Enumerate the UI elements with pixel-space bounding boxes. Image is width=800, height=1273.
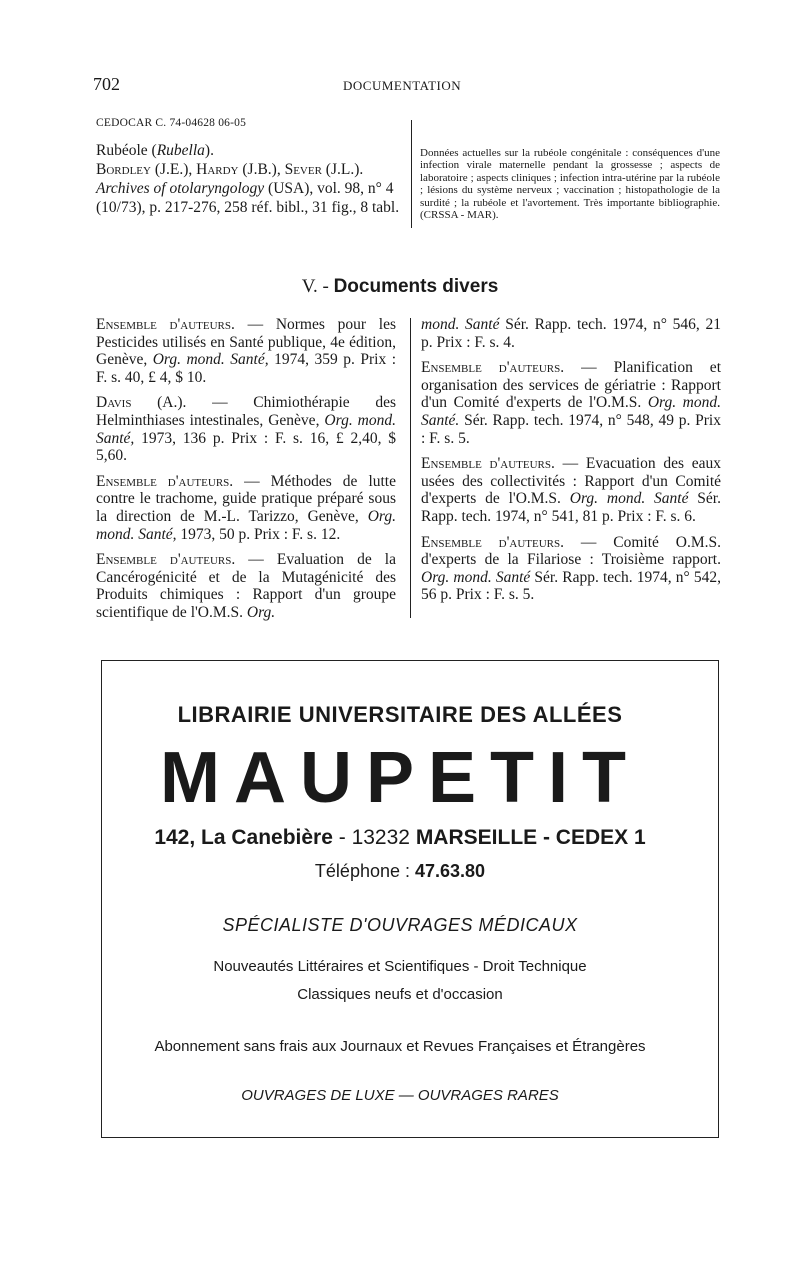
ad-novelties: Nouveautés Littéraires et Scientifiques - Droit Technique [213,958,587,975]
bibliography-entry: Ensemble d'auteurs. — Evacuation des eaux usées des collectivités : Rapport d'un Comité d'experts de l'O.M.S. Org. mond. Santé Sér. Rapp. tech. 1974, n° 541, 81 p. Prix : F. s. 6. [421,455,721,525]
right-column [421,316,721,612]
bibliography-entry: Ensemble d'auteurs. — Evaluation de la Cancérogénicité et de la Mutagénicité des Produits chimiques : Rapport d'un groupe scientifique de l'O.M.S. Org. [96,551,396,621]
page-number: 702 [93,74,120,94]
left-column [96,316,396,630]
bibliography-entry: Ensemble d'auteurs. — Planification et organisation des services de gériatrie : Rapport d'un Comité d'experts de l'O.M.S. Org. mond. Santé. Sér. Rapp. tech. 1974, n° 548, 49 p. Prix : F. s. 5. [421,359,721,447]
ad-classics: Classiques neufs et d'occasion [297,986,503,1003]
entry-title: Rubéole (Rubella). [96,142,214,159]
ad-address: 142, La Canebière - 13232 MARSEILLE - CEDEX 1 [154,826,646,849]
ad-phone: Téléphone : 47.63.80 [314,861,486,881]
bibliography-entry: Davis (A.). — Chimiothérapie des Helminthiases intestinales, Genève, Org. mond. Santé, 1973, 136 p. Prix : F. s. 16, £ 2,40, $ 5,60. [96,394,396,465]
ad-specialty: SPÉCIALISTE D'OUVRAGES MÉDICAUX [222,915,578,935]
catalog-code: CEDOCAR C. 74-04628 06-05 [96,117,247,129]
bibliography-entry: Ensemble d'auteurs. — Méthodes de lutte contre le trachome, guide pratique préparé sous la direction de M.-L. Tarizzo, Genève, Org. mond. Santé, 1973, 50 p. Prix : F. s. 12. [96,472,396,543]
bibliography-entry: mond. Santé Sér. Rapp. tech. 1974, n° 546, 21 p. Prix : F. s. 4. [421,316,721,351]
bibliography-entry: Ensemble d'auteurs. — Comité O.M.S. d'experts de la Filariose : Troisième rapport. Org. mond. Santé Sér. Rapp. tech. 1974, n° 542, 56 p. Prix : F. s. 5. [421,533,721,604]
advertisement-box [101,660,719,1138]
entry-authors: Bordley (J.E.), Hardy (J.B.), Sever (J.L.). [96,161,364,178]
ad-brand-name: MAUPETIT [160,738,640,818]
entry-journal: Archives of otolaryngology (USA), vol. 98, n° 4 (10/73), p. 217-276, 258 réf. bibl., 31 fig., 8 tabl. [96,180,400,216]
ad-subscription: Abonnement sans frais aux Journaux et Revues Françaises et Étrangères [154,1038,646,1055]
entry-abstract: Données actuelles sur la rubéole congénitale : conséquences d'une infection virale maternelle pendant la grossesse ; aspects de laboratoire ; aspects cliniques ; infection intra-utérine par la rubéole ; lésions du système nerveux ; vaccination ; histopathologie de la surdité ; la rubéole et l'avortement. Très importante bibliographie. (CRSSA - MAR). [420,147,720,222]
section-heading: V. - Documents divers [301,276,499,297]
column-divider [410,318,411,618]
bibliography-entry: Ensemble d'auteurs. — Normes pour les Pesticides utilisés en Santé publique, 4e édition, Genève, Org. mond. Santé, 1974, 359 p. Prix : F. s. 40, £ 4, $ 10. [96,316,397,386]
running-title: DOCUMENTATION [343,78,462,93]
ad-luxury-books: OUVRAGES DE LUXE — OUVRAGES RARES [241,1087,559,1104]
top-entry-citation [96,114,406,217]
column-divider [411,120,412,228]
ad-library-name: LIBRAIRIE UNIVERSITAIRE DES ALLÉES [177,702,623,727]
